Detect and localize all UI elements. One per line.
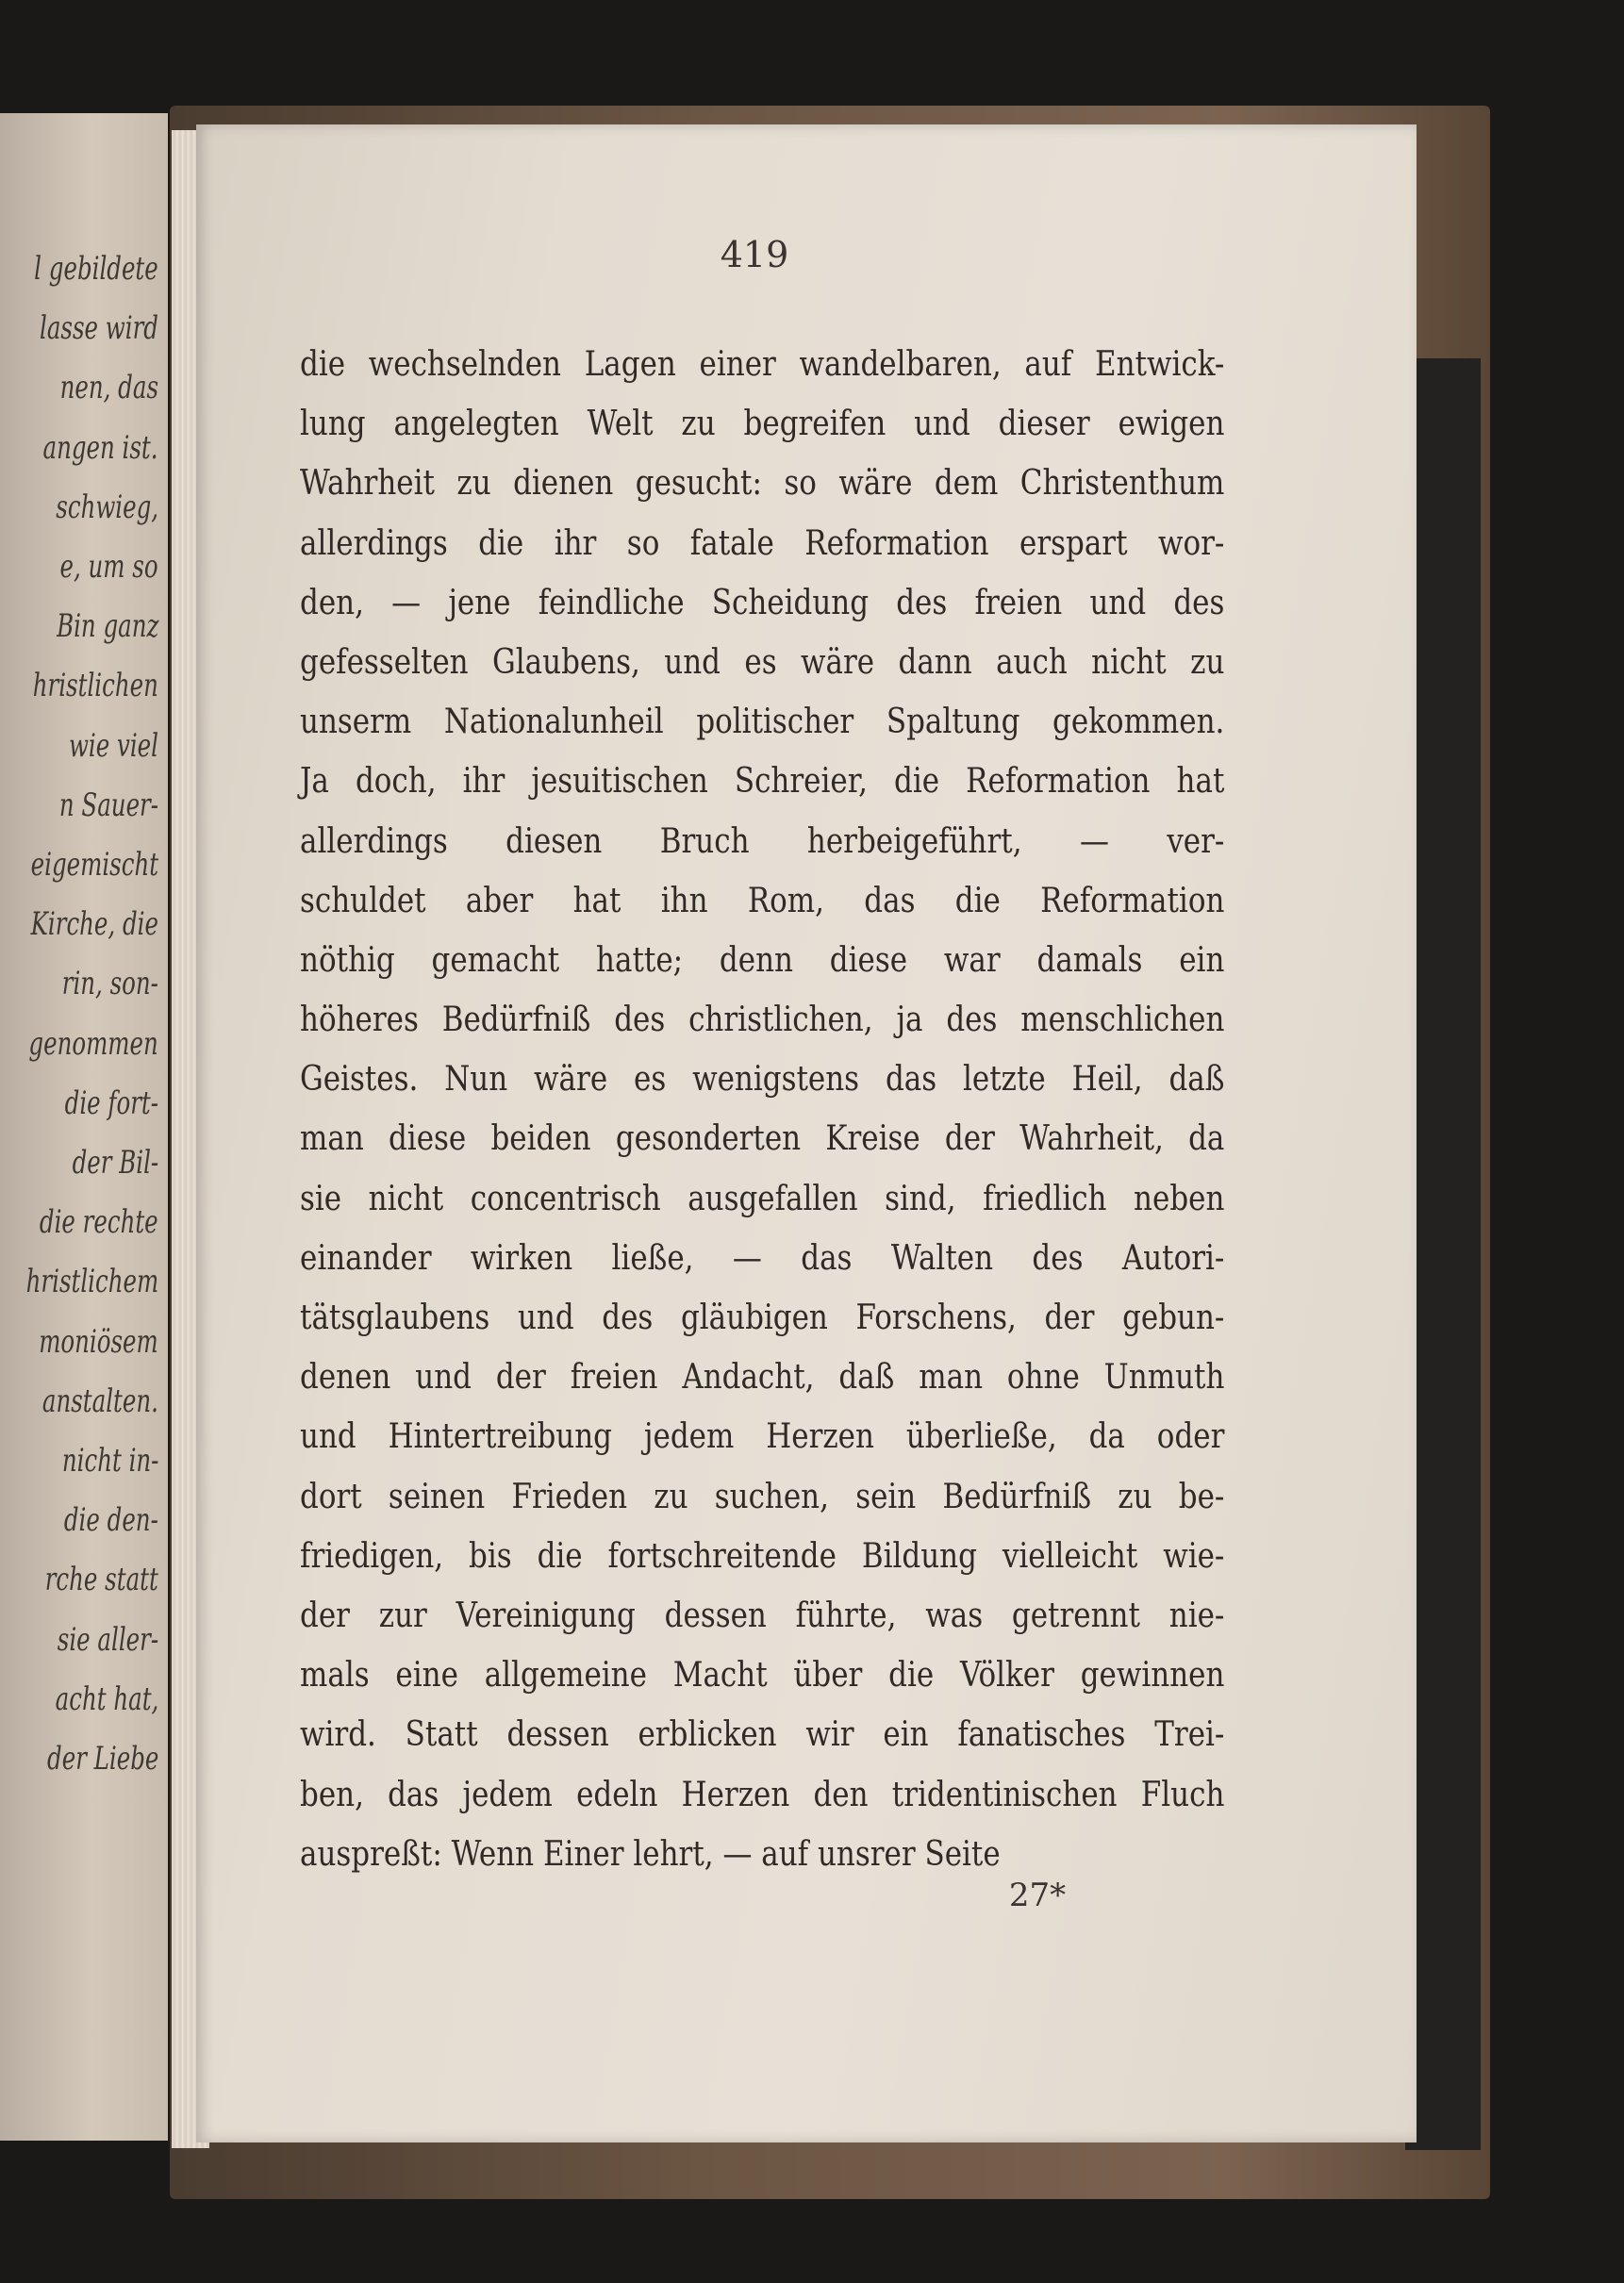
text-line: einander wirken ließe, — das Walten des Autori- <box>300 1238 1225 1278</box>
left-page-line-fragment: anstalten. <box>41 1381 158 1420</box>
left-page-line-fragment: der Bil- <box>72 1144 158 1182</box>
left-page-line-fragment: rin, son- <box>61 965 158 1003</box>
left-page-line-fragment: Bin ganz <box>56 607 158 646</box>
left-page-line-fragment: nicht in- <box>61 1442 158 1480</box>
text-line: unserm Nationalunheil politischer Spaltung gekommen. <box>300 703 1225 742</box>
text-line: auspreßt: Wenn Einer lehrt, — auf unsrer Seite <box>300 1834 1001 1874</box>
page-number: 419 <box>720 234 789 275</box>
left-page-line-fragment: wie viel <box>68 726 158 765</box>
text-line: schuldet aber hat ihn Rom, das die Reformation <box>300 881 1225 920</box>
text-line: sie nicht concentrisch ausgefallen sind, friedlich neben <box>300 1179 1225 1218</box>
text-line: ben, das jedem edeln Herzen den tridentinischen Fluch <box>300 1775 1225 1814</box>
left-page-line-fragment: hristlichen <box>32 667 158 705</box>
left-page-line-fragment: die den- <box>64 1501 158 1540</box>
text-line: lung angelegten Welt zu begreifen und dieser ewigen <box>300 405 1225 444</box>
left-page-line-fragment: eigemischt <box>30 846 158 884</box>
text-line: Geistes. Nun wäre es wenigstens das letzte Heil, daß <box>300 1060 1225 1100</box>
left-page-line-fragment: die fort- <box>64 1084 158 1122</box>
text-line: gefesselten Glaubens, und es wäre dann auch nicht zu <box>300 642 1225 682</box>
text-line: allerdings diesen Bruch herbeigeführt, — ver- <box>300 821 1225 861</box>
text-line: friedigen, bis die fortschreitende Bildung vielleicht wie- <box>300 1536 1225 1576</box>
cover-dark-panel <box>1405 358 1481 2150</box>
left-page-line-fragment: e, um so <box>59 548 158 586</box>
text-line: tätsglaubens und des gläubigen Forschens, der gebun- <box>300 1299 1225 1337</box>
text-line: dort seinen Frieden zu suchen, sein Bedürfniß zu be- <box>300 1477 1225 1516</box>
text-line: denen und der freien Andacht, daß man ohne Unmuth <box>300 1358 1225 1398</box>
body-text <box>300 335 1224 1884</box>
left-page-line-fragment: genommen <box>28 1024 158 1063</box>
text-line: und Hintertreibung jedem Herzen überließe, da oder <box>300 1417 1225 1457</box>
text-line: man diese beiden gesonderten Kreise der Wahrheit, da <box>300 1119 1225 1159</box>
text-line: Wahrheit zu dienen gesucht: so wäre dem Christenthum <box>300 464 1225 504</box>
text-line: den, — jene feindliche Scheidung des freien und des <box>300 583 1225 622</box>
text-line: Ja doch, ihr jesuitischen Schreier, die Reformation hat <box>300 762 1225 802</box>
left-page-line-fragment: n Sauer- <box>58 786 158 824</box>
text-line: mals eine allgemeine Macht über die Völker gewinnen <box>300 1656 1225 1696</box>
left-page-line-fragment: moniösem <box>39 1322 158 1361</box>
left-page-line-fragment: angen ist. <box>42 428 158 467</box>
printer-signature: 27* <box>1008 1877 1067 1914</box>
text-line: allerdings die ihr so fatale Reformation erspart wor- <box>300 523 1225 563</box>
left-page-line-fragment: nen, das <box>59 369 158 407</box>
left-page-line-fragment: Kirche, die <box>30 905 158 944</box>
left-page-line-fragment: acht hat, <box>55 1679 158 1718</box>
left-page <box>0 113 168 2141</box>
left-page-line-fragment: lasse wird <box>40 309 158 348</box>
text-line: nöthig gemacht hatte; denn diese war damals ein <box>300 940 1225 980</box>
left-page-line-fragment: die rechte <box>40 1203 158 1242</box>
text-line: der zur Vereinigung dessen führte, was getrennt nie- <box>300 1596 1225 1635</box>
left-page-line-fragment: rche statt <box>44 1561 158 1599</box>
left-page-line-fragment: der Liebe <box>46 1740 158 1778</box>
left-page-line-fragment: schwieg, <box>56 488 158 526</box>
text-line: die wechselnden Lagen einer wandelbaren, auf Entwick- <box>300 345 1225 384</box>
left-page-line-fragment: sie aller- <box>57 1620 158 1659</box>
left-page-line-fragment: hristlichem <box>25 1263 158 1301</box>
text-line: wird. Statt dessen erblicken wir ein fanatisches Trei- <box>300 1715 1225 1755</box>
text-line: höheres Bedürfniß des christlichen, ja des menschlichen <box>300 1001 1225 1040</box>
left-page-line-fragment: l gebildete <box>34 250 158 288</box>
